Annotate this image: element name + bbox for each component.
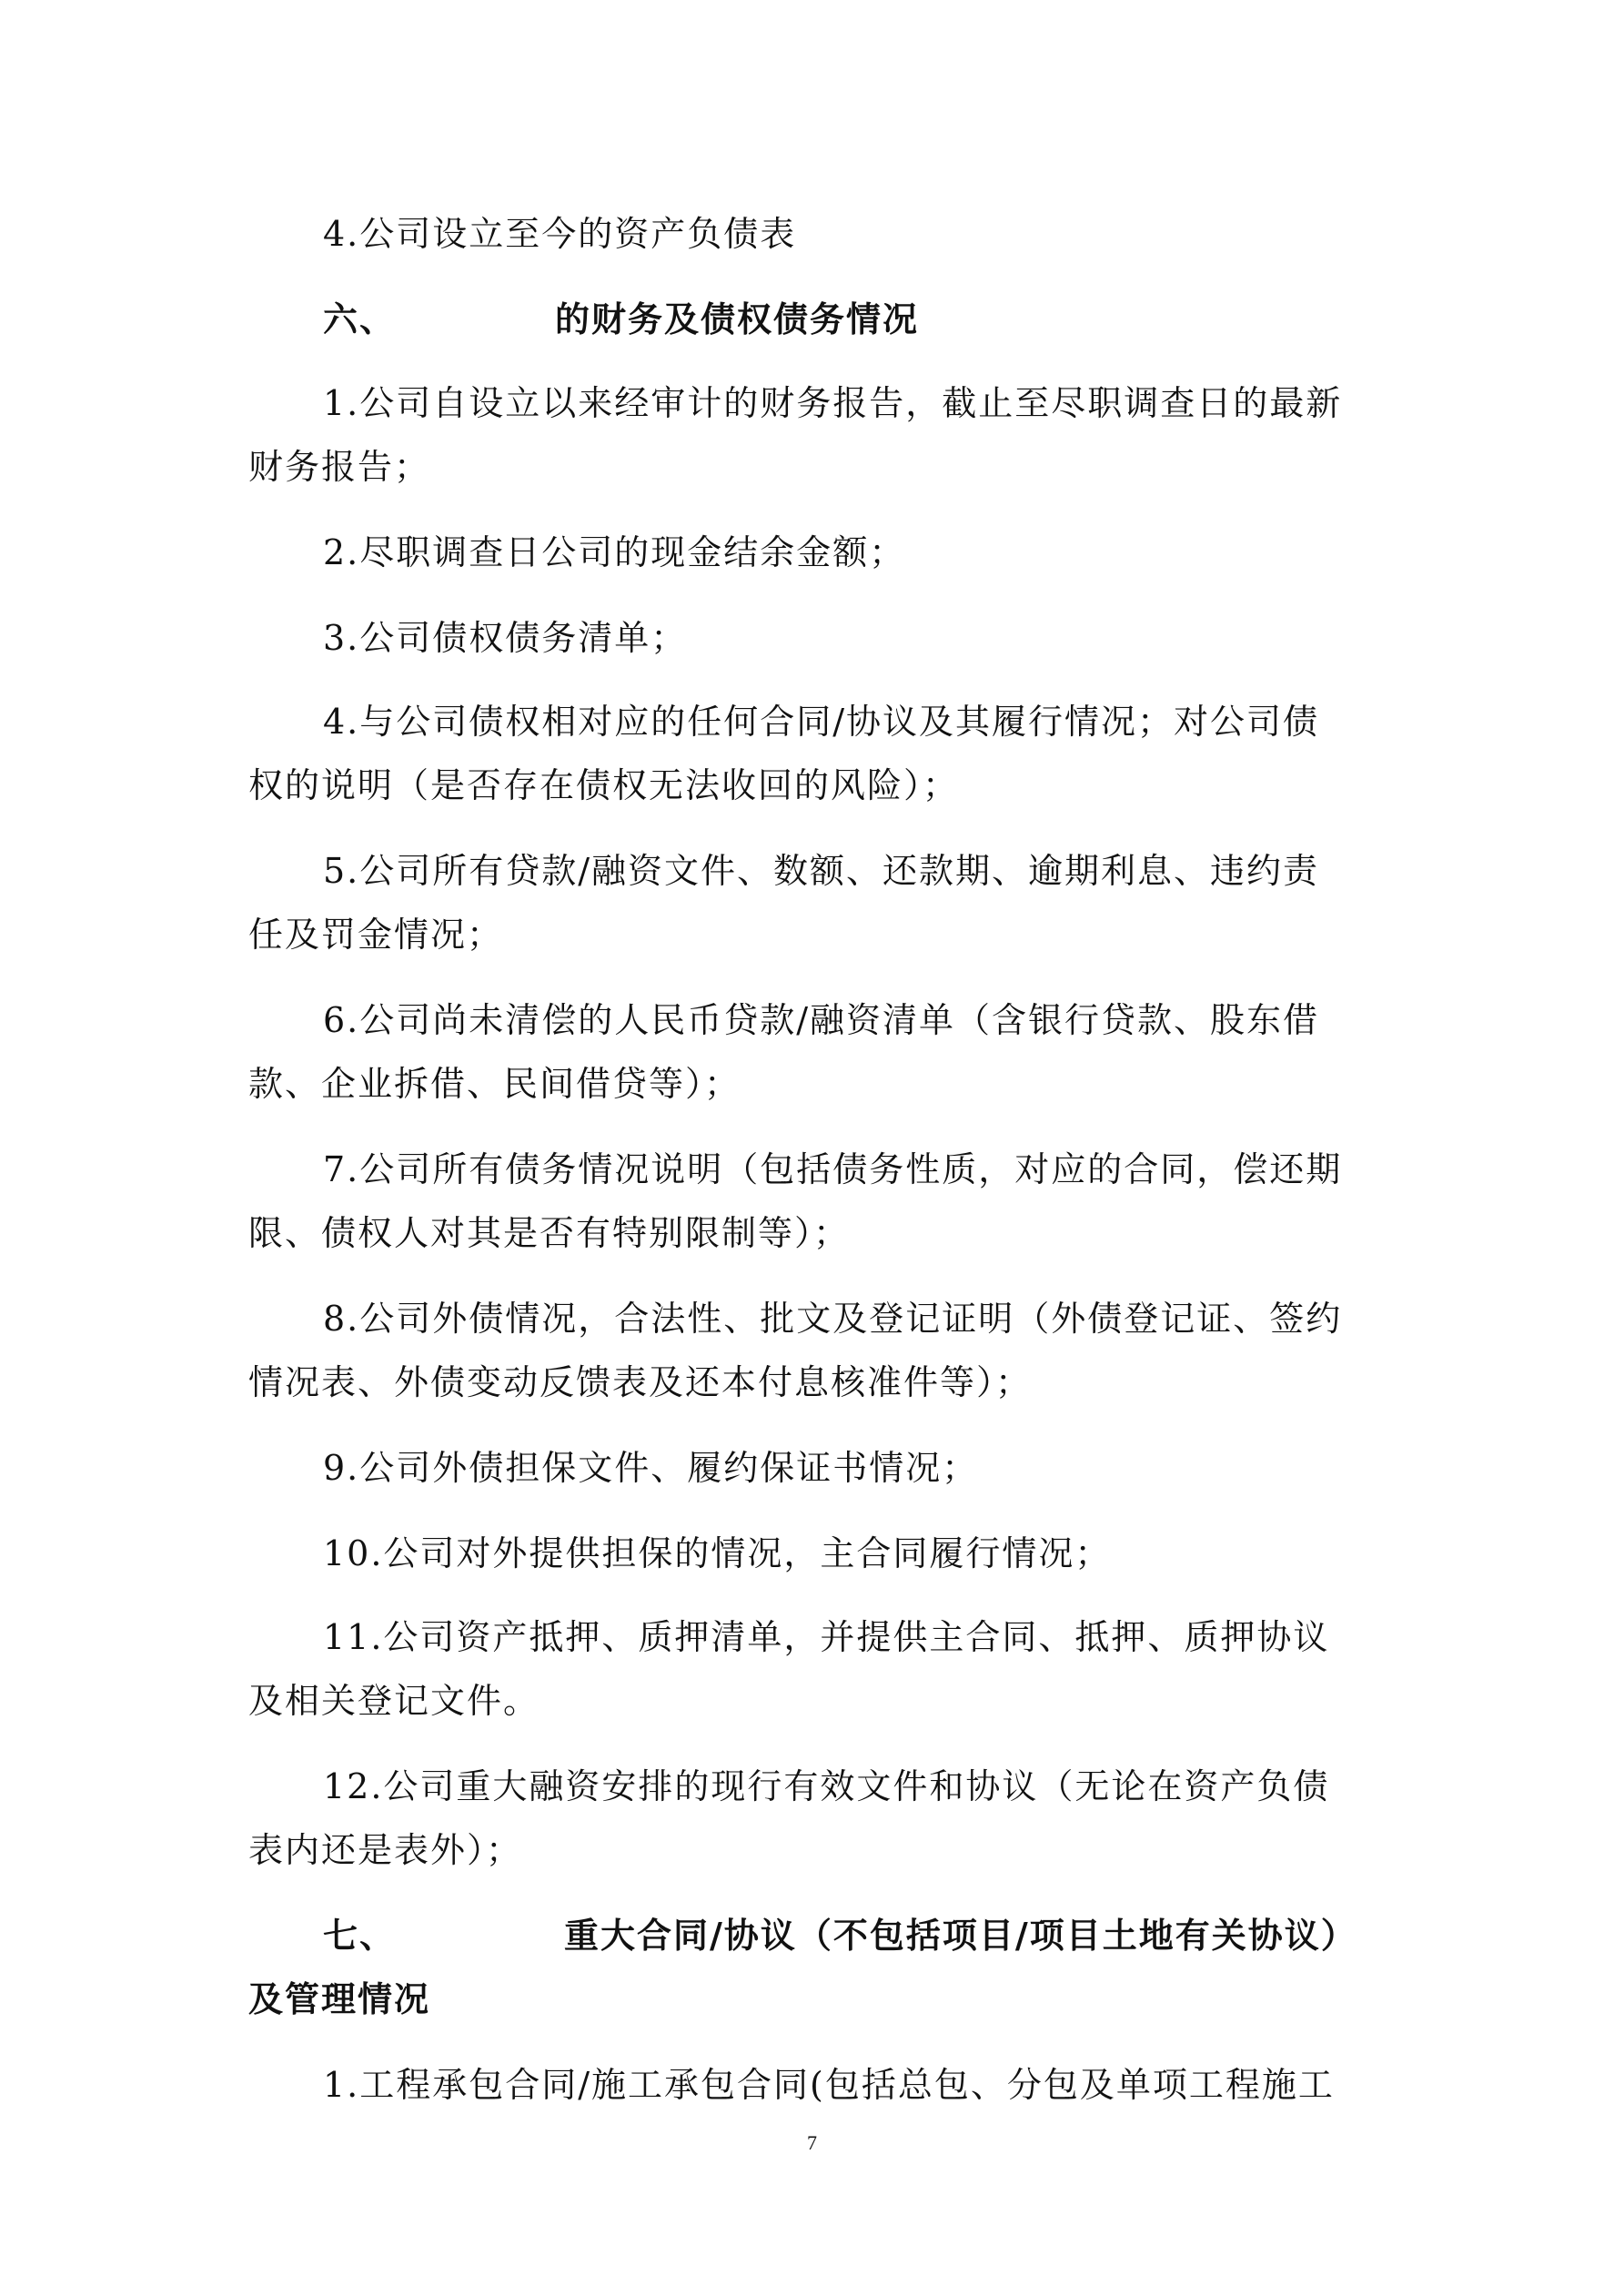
paragraph-line: 2.尽职调查日公司的现金结余金额； [323,532,906,572]
paragraph-line: 11.公司资产抵押、质押清单，并提供主合同、抵押、质押协议 [323,1617,1330,1657]
paragraph-line: 及相关登记文件。 [248,1681,540,1721]
paragraph-line: 9.公司外债担保文件、履约保证书情况； [323,1448,979,1488]
paragraph-line: 任及罚金情况； [248,915,504,955]
section-number: 七、 [323,1916,397,1956]
paragraph-line: 权的说明（是否存在债权无法收回的风险）； [248,765,960,805]
paragraph-line: 6.公司尚未清偿的人民币贷款/融资清单（含银行贷款、股东借 [323,1000,1320,1040]
paragraph-line: 7.公司所有债务情况说明（包括债务性质，对应的合同，偿还期 [323,1149,1343,1189]
section-heading [323,299,920,339]
paragraph-line: 3.公司债权债务清单； [323,618,688,658]
section-title: 的财务及债权债务情况 [555,299,920,339]
paragraph-line: 4.与公司债权相对应的任何合同/协议及其履行情况；对公司债 [323,702,1320,742]
paragraph-line: 款、企业拆借、民间借贷等）； [248,1064,741,1104]
paragraph-line: 8.公司外债情况，合法性、批文及登记证明（外债登记证、签约 [323,1299,1343,1339]
paragraph-line: 10.公司对外提供担保的情况，主合同履行情况； [323,1533,1112,1573]
paragraph-line: 1.公司自设立以来经审计的财务报告，截止至尽职调查日的最新 [323,383,1343,423]
section-number: 六、 [323,299,397,339]
paragraph-line: 财务报告； [248,447,431,487]
paragraph-line: 1.工程承包合同/施工承包合同(包括总包、分包及单项工程施工 [323,2065,1335,2105]
paragraph-line: 表内还是表外）； [248,1830,523,1870]
paragraph-line: 限、债权人对其是否有特别限制等）； [248,1213,851,1253]
paragraph-line: 情况表、外债变动反馈表及还本付息核准件等）； [248,1362,1033,1402]
paragraph-line: 5.公司所有贷款/融资文件、数额、还款期、逾期利息、违约责 [323,851,1320,891]
section-heading-continuation: 及管理情况 [248,1979,431,2019]
paragraph-line: 12.公司重大融资安排的现行有效文件和协议（无论在资产负债 [323,1766,1330,1806]
section-title: 重大合同/协议（不包括项目/项目土地有关协议） [564,1916,1357,1956]
paragraph-line: 4.公司设立至今的资产负债表 [323,214,797,254]
section-heading [323,1916,1357,1956]
page-number: 7 [807,2131,817,2154]
